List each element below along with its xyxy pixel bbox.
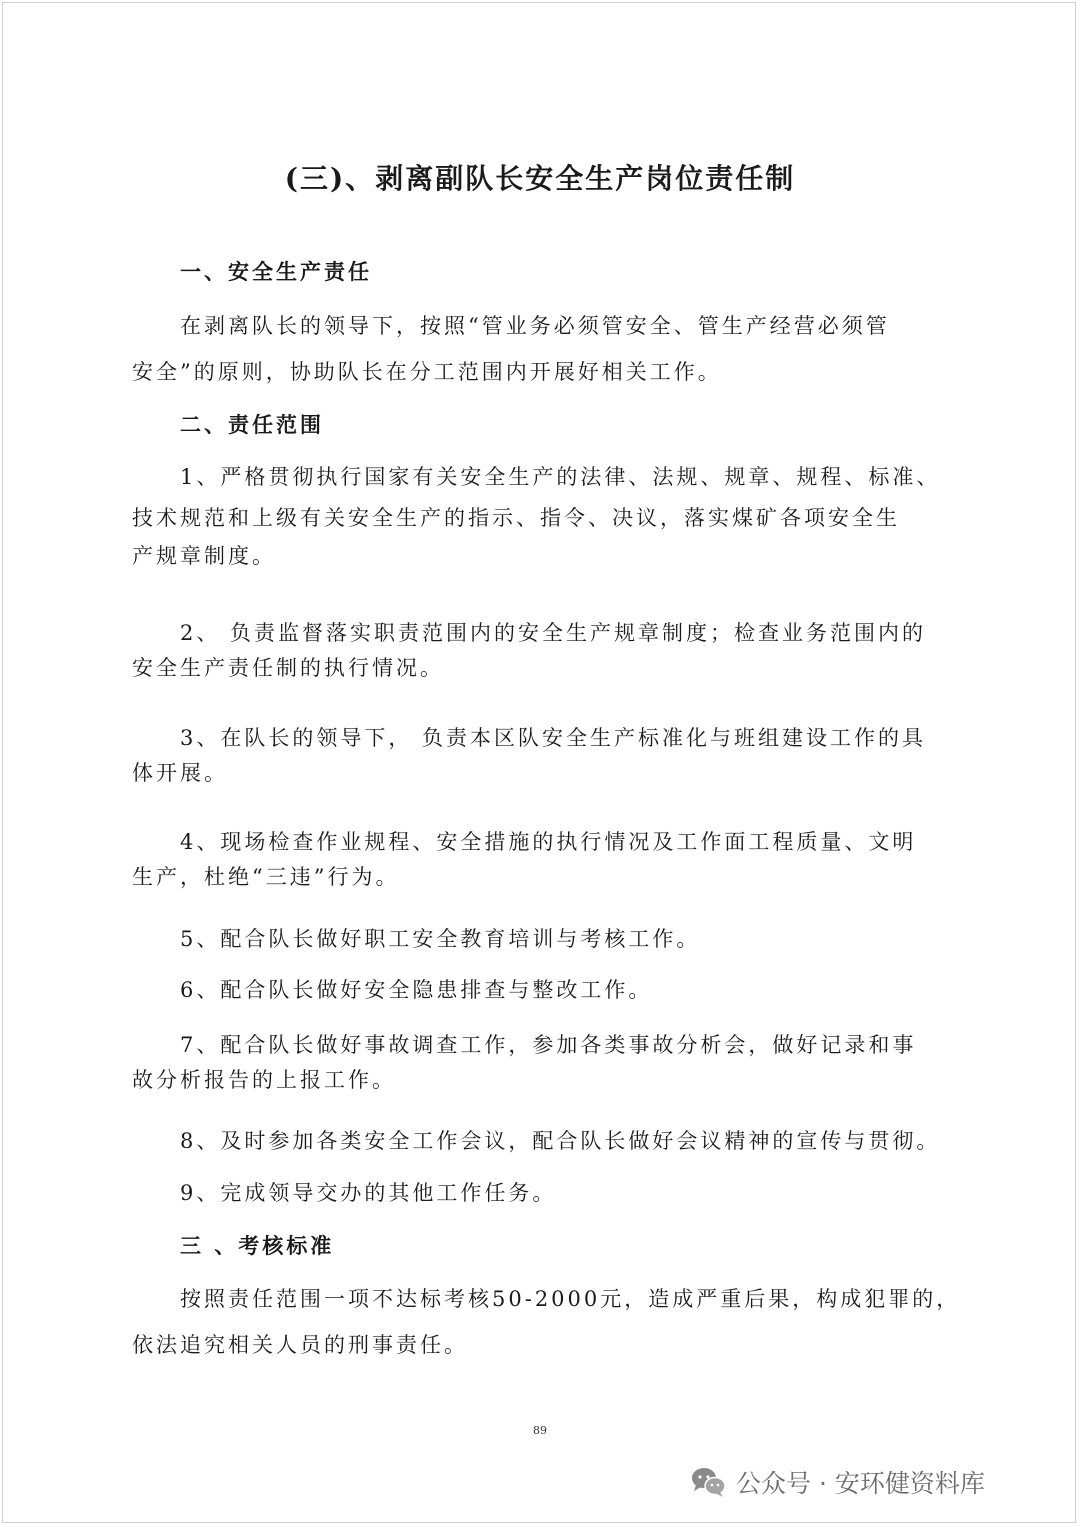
list-item-line: 生产，杜绝“三违”行为。 [132,865,400,889]
list-item-line: 安全生产责任制的执行情况。 [132,656,444,680]
list-item-line: 故分析报告的上报工作。 [132,1068,396,1092]
section-heading-assessment: 三 、考核标准 [180,1233,335,1258]
wechat-icon [690,1466,726,1498]
paragraph-line: 按照责任范围一项不达标考核50-2000元，造成严重后果，构成犯罪的， [180,1287,961,1311]
paragraph-line: 依法追究相关人员的刑事责任。 [132,1333,468,1357]
list-item-line: 8、及时参加各类安全工作会议，配合队长做好会议精神的宣传与贯彻。 [180,1129,941,1153]
page-number: 89 [533,1424,547,1437]
list-item-line: 9、完成领导交办的其他工作任务。 [180,1181,557,1205]
list-item-line: 2、 负责监督落实职责范围内的安全生产规章制度；检查业务范围内的 [180,621,927,645]
list-item-line: 产规章制度。 [132,544,276,568]
list-item-line: 1、严格贯彻执行国家有关安全生产的法律、法规、规章、规程、标准、 [180,465,941,489]
list-item-line: 4、现场检查作业规程、安全措施的执行情况及工作面工程质量、文明 [180,830,917,854]
list-item-line: 6、配合队长做好安全隐患排查与整改工作。 [180,978,653,1002]
list-item-line: 体开展。 [132,761,228,785]
section-heading-responsibility: 一、安全生产责任 [180,259,372,284]
paragraph-line: 在剥离队长的领导下，按照“管业务必须管安全、管生产经营必须管 [180,314,890,338]
document-title: (三)、剥离副队长安全生产岗位责任制 [284,162,796,195]
list-item-line: 5、配合队长做好职工安全教育培训与考核工作。 [180,927,701,951]
section-heading-scope: 二、责任范围 [180,412,324,437]
list-item-line: 7、配合队长做好事故调查工作，参加各类事故分析会，做好记录和事 [180,1033,917,1057]
list-item-line: 3、在队长的领导下， 负责本区队安全生产标准化与班组建设工作的具 [180,726,927,750]
watermark [690,1462,985,1502]
paragraph-line: 安全”的原则，协助队长在分工范围内开展好相关工作。 [132,360,722,384]
watermark-text: 公众号 · 安环健资料库 [736,1469,985,1498]
list-item-line: 技术规范和上级有关安全生产的指示、指令、决议，落实煤矿各项安全生 [132,506,900,530]
